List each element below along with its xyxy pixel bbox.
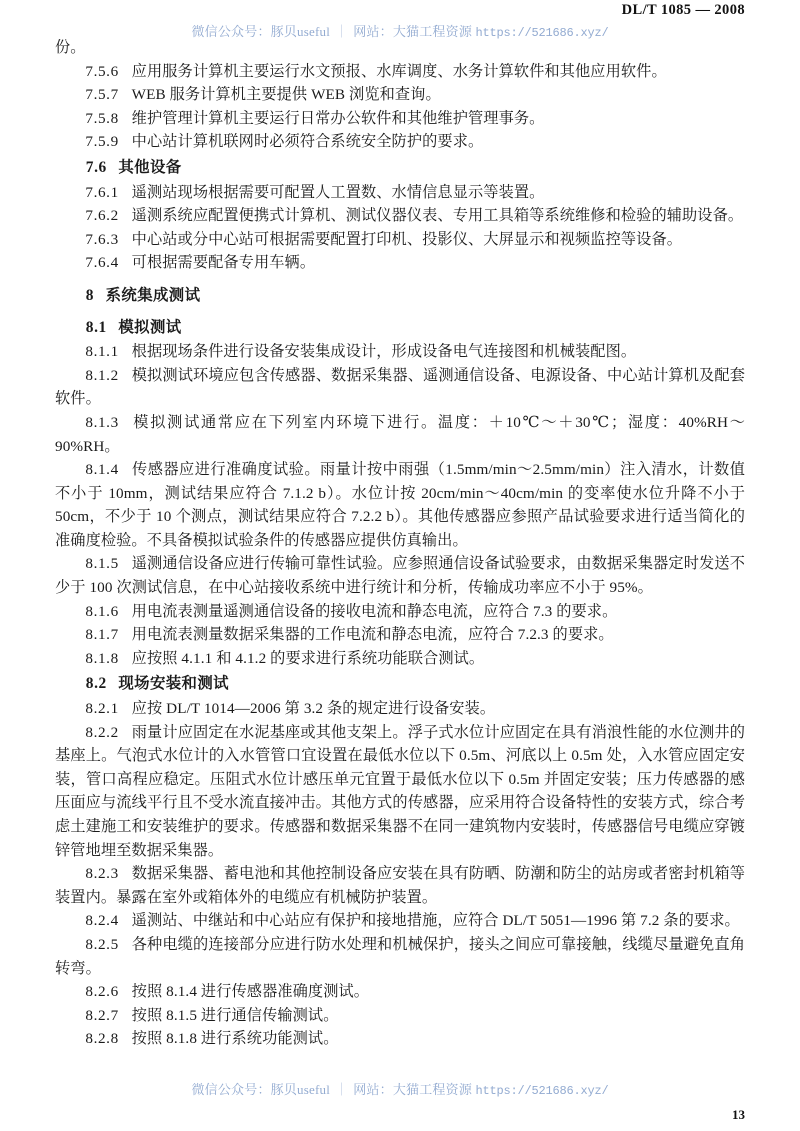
watermark-wechat-label: 微信公众号：豚贝useful	[191, 1082, 331, 1097]
clause-number: 7.6.3	[85, 230, 119, 248]
heading-title: 模拟测试	[118, 318, 182, 336]
clause-number: 7.5.6	[85, 62, 119, 80]
clause-text: 应按 DL/T 1014—2006 第 3.2 条的规定进行设备安装。	[131, 700, 496, 718]
clause-8-2-8	[55, 1027, 745, 1051]
clause-8-1-6	[55, 600, 745, 624]
heading-8-2	[55, 672, 745, 696]
clause-text: 用电流表测量遥测通信设备的接收电流和静态电流，应符合 7.3 的要求。	[131, 602, 618, 620]
clause-8-2-4	[55, 909, 745, 933]
clause-text: 按照 8.1.5 进行通信传输测试。	[131, 1006, 339, 1024]
clause-number: 7.5.7	[85, 86, 119, 104]
clause-text: 用电流表测量数据采集器的工作电流和静态电流，应符合 7.2.3 的要求。	[131, 626, 614, 644]
clause-text: 按照 8.1.4 进行传感器准确度测试。	[131, 983, 370, 1001]
clause-7-5-7	[55, 83, 745, 107]
clause-8-2-1	[55, 697, 745, 721]
clause-number: 8.2.4	[85, 912, 119, 930]
clause-number: 8.1.4	[85, 461, 119, 479]
watermark-site-label: 网站：大猫工程资源	[353, 24, 473, 39]
clause-text: 遥测通信设备应进行传输可靠性试验。应参照通信设备试验要求，由数据采集器定时发送不少于 100 次测试信息，在中心站接收系统中进行统计和分析，传输成功率应不小于 95%。	[55, 555, 745, 597]
clause-number: 7.6.1	[85, 183, 119, 201]
watermark-separator: ｜	[335, 1082, 349, 1097]
clause-text: 根据现场条件进行设备安装集成设计，形成设备电气连接图和机械装配图。	[131, 343, 637, 361]
watermark-wechat-label: 微信公众号：豚贝useful	[191, 24, 331, 39]
clause-number: 8.2.8	[85, 1030, 119, 1048]
clause-8-1-1	[55, 340, 745, 364]
standard-number: DL/T 1085 — 2008	[621, 2, 745, 18]
clause-text: 传感器应进行准确度试验。雨量计按中雨强（1.5mm/min～2.5mm/min）注入清水，计数值不小于 10mm，测试结果应符合 7.1.2 b）。水位计按 20cm/min～40cm/min 的变率使水位升降不小于 50cm，不少于 10 个测点，测试结果应符合 7.2.2 b）。其他传感器应参照产品试验要求进行适当简化的准确度检验。不具备模拟试验条件的传感器应提供仿真输出。	[55, 461, 745, 549]
watermark-site-label: 网站：大猫工程资源	[353, 1082, 473, 1097]
clause-7-6-3	[55, 228, 745, 252]
clause-number: 7.5.8	[85, 109, 119, 127]
clause-8-1-7	[55, 623, 745, 647]
clause-8-2-2	[55, 721, 745, 863]
clause-text: 应按照 4.1.1 和 4.1.2 的要求进行系统功能联合测试。	[131, 649, 485, 667]
clause-number: 8.2.3	[85, 865, 119, 883]
clause-text: 模拟测试环境应包含传感器、数据采集器、遥测通信设备、电源设备、中心站计算机及配套软件。	[55, 366, 745, 408]
clause-number: 7.5.9	[85, 133, 119, 151]
clause-8-1-3	[55, 411, 745, 458]
clause-number: 8.1.2	[85, 366, 119, 384]
clause-8-2-5	[55, 933, 745, 980]
clause-text: WEB 服务计算机主要提供 WEB 浏览和查询。	[131, 86, 441, 104]
clause-text: 遥测系统应配置便携式计算机、测试仪器仪表、专用工具箱等系统维修和检验的辅助设备。	[131, 207, 744, 225]
heading-number: 8.1	[85, 318, 107, 336]
page-header	[55, 2, 745, 22]
watermark-bottom	[0, 1079, 800, 1098]
clause-number: 8.2.6	[85, 983, 119, 1001]
heading-title: 其他设备	[118, 158, 182, 176]
clause-text: 模拟测试通常应在下列室内环境下进行。温度：＋10℃～＋30℃；湿度：40%RH～90%RH。	[55, 413, 745, 455]
clause-number: 8.2.5	[85, 935, 119, 953]
clause-7-6-2	[55, 204, 745, 228]
heading-title: 系统集成测试	[105, 286, 201, 304]
clause-number: 7.6.4	[85, 254, 119, 272]
heading-number: 7.6	[85, 158, 107, 176]
clause-number: 8.2.2	[85, 723, 119, 741]
clause-number: 8.2.1	[85, 700, 119, 718]
clause-text: 遥测站、中继站和中心站应有保护和接地措施，应符合 DL/T 5051—1996 第 7.2 条的要求。	[131, 912, 740, 930]
clause-number: 8.1.8	[85, 649, 119, 667]
heading-title: 现场安装和测试	[118, 675, 229, 693]
clause-text: 可根据需要配备专用车辆。	[131, 254, 316, 272]
heading-8-1	[55, 316, 745, 340]
clause-8-2-7	[55, 1004, 745, 1028]
clause-text: 数据采集器、蓄电池和其他控制设备应安装在具有防晒、防潮和防尘的站房或者密封机箱等装置内。暴露在室外或箱体外的电缆应有机械防护装置。	[55, 865, 745, 906]
clause-text: 按照 8.1.8 进行系统功能测试。	[131, 1030, 339, 1048]
clause-7-6-1	[55, 181, 745, 205]
page-number: 13	[732, 1107, 745, 1122]
clause-8-2-6	[55, 980, 745, 1004]
clause-text: 应用服务计算机主要运行水文预报、水库调度、水务计算软件和其他应用软件。	[131, 62, 667, 80]
heading-number: 8.2	[85, 675, 107, 693]
clause-8-2-3	[55, 862, 745, 909]
clause-8-1-8	[55, 647, 745, 671]
clause-8-1-2	[55, 364, 745, 411]
watermark-separator: ｜	[335, 24, 349, 39]
clause-text: 各种电缆的连接部分应进行防水处理和机械保护，接头之间应可靠接触，线缆尽量避免直角转弯。	[55, 935, 745, 977]
clause-number: 8.1.3	[85, 413, 119, 431]
clause-number: 8.2.7	[85, 1006, 119, 1024]
heading-number: 8	[85, 286, 95, 304]
clause-number: 8.1.6	[85, 602, 119, 620]
clause-text: 雨量计应固定在水泥基座或其他支架上。浮子式水位计应固定在具有消浪性能的水位测井的基座上。气泡式水位计的入水管管口宜设置在最低水位以下 0.5m、河底以上 0.5m 处，入水管应固定安装，管口高程应稳定。压阻式水位计感压单元宜置于最低水位以下 0.5m 并固定安装；压力传感器的感压面应与流线平行且不受水流直接冲击。其他方式的传感器，应采用符合设备特性的安装方式，综合考虑土建施工和安装维护的要求。传感器和数据采集器不在同一建筑物内安装时，传感器信号电缆应穿镀锌管地埋至数据采集器。	[55, 723, 745, 859]
continuation-line: 份。	[55, 39, 86, 56]
clause-8-1-5	[55, 552, 745, 599]
clause-7-5-8	[55, 107, 745, 131]
clause-number: 8.1.5	[85, 555, 119, 573]
clause-7-5-6	[55, 60, 745, 84]
heading-8	[55, 284, 745, 308]
clause-7-5-9	[55, 130, 745, 154]
clause-8-1-4	[55, 458, 745, 552]
heading-7-6	[55, 156, 745, 180]
clause-text: 遥测站现场根据需要可配置人工置数、水情信息显示等装置。	[131, 183, 545, 201]
watermark-url: https://521686.xyz/	[475, 26, 609, 40]
clause-text: 中心站计算机联网时必须符合系统安全防护的要求。	[131, 133, 484, 151]
clause-number: 8.1.1	[85, 343, 119, 361]
clause-text: 维护管理计算机主要运行日常办公软件和其他维护管理事务。	[131, 109, 545, 127]
watermark-url: https://521686.xyz/	[475, 1084, 609, 1098]
clause-7-6-4	[55, 251, 745, 275]
clause-text: 中心站或分中心站可根据需要配置打印机、投影仪、大屏显示和视频监控等设备。	[131, 230, 683, 248]
clause-number: 7.6.2	[85, 207, 119, 225]
document-body	[55, 36, 745, 1051]
clause-number: 8.1.7	[85, 626, 119, 644]
